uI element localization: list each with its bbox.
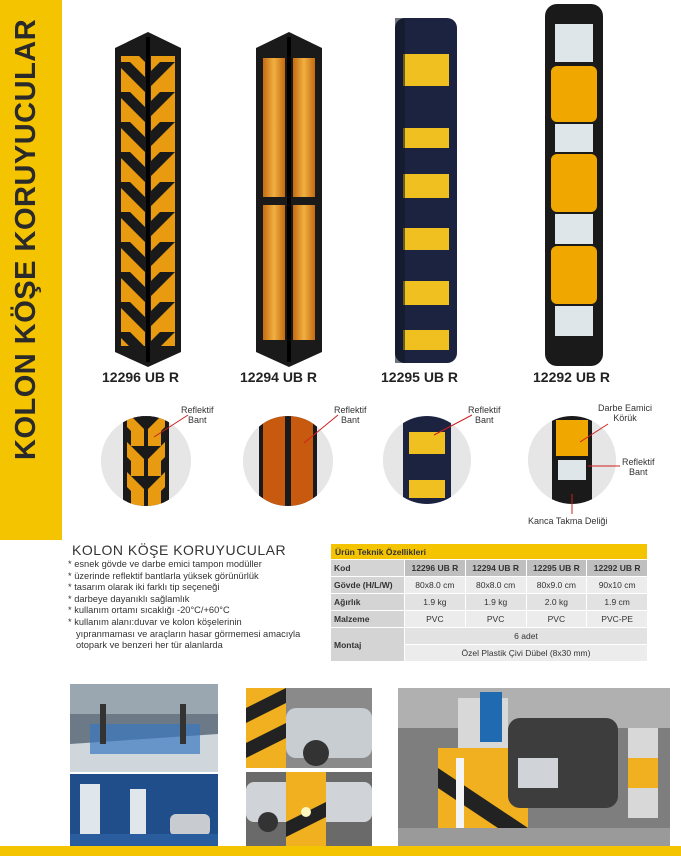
product-code: 12292 UB R (533, 369, 611, 385)
spec-cell: 1.9 kg (465, 594, 526, 611)
photo-parking-garage-2 (70, 774, 218, 852)
photo-parking-column-3 (398, 688, 670, 851)
spec-code: 12292 UB R (587, 560, 648, 577)
callout-reflektif-bant: Reflektif Bant (468, 405, 501, 425)
spec-cell: Özel Plastik Çivi Dübel (8x30 mm) (405, 645, 648, 662)
spec-table-title: Ürün Teknik Özellikleri (331, 544, 648, 560)
spec-cell: 2.0 kg (526, 594, 587, 611)
spec-cell: 80x8.0 cm (405, 577, 466, 594)
spec-code: 12296 UB R (405, 560, 466, 577)
bottom-rule (0, 846, 681, 856)
feature-item: * tasarım olarak iki farklı tip seçeneği (68, 582, 220, 593)
callout-arrow (430, 413, 474, 443)
product-code: 12296 UB R (102, 369, 180, 385)
spec-label-agirlik: Ağırlık (331, 594, 405, 611)
features-title: KOLON KÖŞE KORUYUCULAR (72, 542, 287, 558)
product-image-12292 (543, 4, 605, 366)
spec-cell: 1.9 cm (587, 594, 648, 611)
feature-item: * esnek gövde ve darbe emici tampon modüller (68, 559, 262, 569)
side-title: KOLON KÖŞE KORUYUCULAR (10, 18, 42, 460)
spec-cell: 6 adet (405, 628, 648, 645)
spec-cell: PVC (405, 611, 466, 628)
spec-label-govde: Gövde (H/L/W) (331, 577, 405, 594)
callout-reflektif-bant: Reflektif Bant (622, 457, 655, 477)
callout-reflektif-bant: Reflektif Bant (334, 405, 367, 425)
callout-reflektif-bant: Reflektif Bant (181, 405, 214, 425)
spec-cell: PVC (465, 611, 526, 628)
feature-item: yıpranmaması ve araçların hasar görmemesi amacıyla (76, 628, 301, 639)
feature-item: otopark ve benzeri her tür alanlarda (76, 640, 223, 651)
spec-table (330, 543, 648, 662)
photo-parking-garage-1 (70, 684, 218, 772)
features-list (68, 559, 328, 652)
spec-cell: 80x9.0 cm (526, 577, 587, 594)
spec-cell: PVC-PE (587, 611, 648, 628)
callout-darbe-emici: Darbe Eamici Körük (598, 403, 653, 423)
callout-arrows (560, 420, 622, 520)
spec-label-malzeme: Malzeme (331, 611, 405, 628)
spec-cell: 90x10 cm (587, 577, 648, 594)
feature-item: * üzerinde reflektif bantlarla yüksek görünürlük (68, 570, 259, 581)
photo-column-car-2 (246, 772, 372, 852)
spec-label-montaj: Montaj (331, 628, 405, 662)
product-image-12295 (391, 18, 461, 363)
spec-cell: 1.9 kg (405, 594, 466, 611)
spec-code: 12295 UB R (526, 560, 587, 577)
spec-cell: PVC (526, 611, 587, 628)
feature-item: * kullanım alanı:duvar ve kolon köşelerinin (68, 616, 242, 627)
feature-item: * darbeye dayanıklı sağlamlık (68, 593, 190, 604)
product-image-12296 (115, 32, 181, 367)
feature-item: * kullanım ortamı sıcaklığı -20°C/+60°C (68, 605, 230, 616)
callout-arrow (300, 413, 340, 447)
spec-cell: 80x8.0 cm (465, 577, 526, 594)
spec-code: 12294 UB R (465, 560, 526, 577)
product-code: 12295 UB R (381, 369, 459, 385)
callout-kanca-takma: Kanca Takma Deliği (528, 516, 608, 526)
spec-label-kod: Kod (331, 560, 405, 577)
side-banner-bottom (0, 540, 62, 856)
callout-arrow (150, 413, 190, 443)
product-code: 12294 UB R (240, 369, 318, 385)
product-image-12294 (256, 32, 322, 367)
photo-column-car-1 (246, 688, 372, 768)
